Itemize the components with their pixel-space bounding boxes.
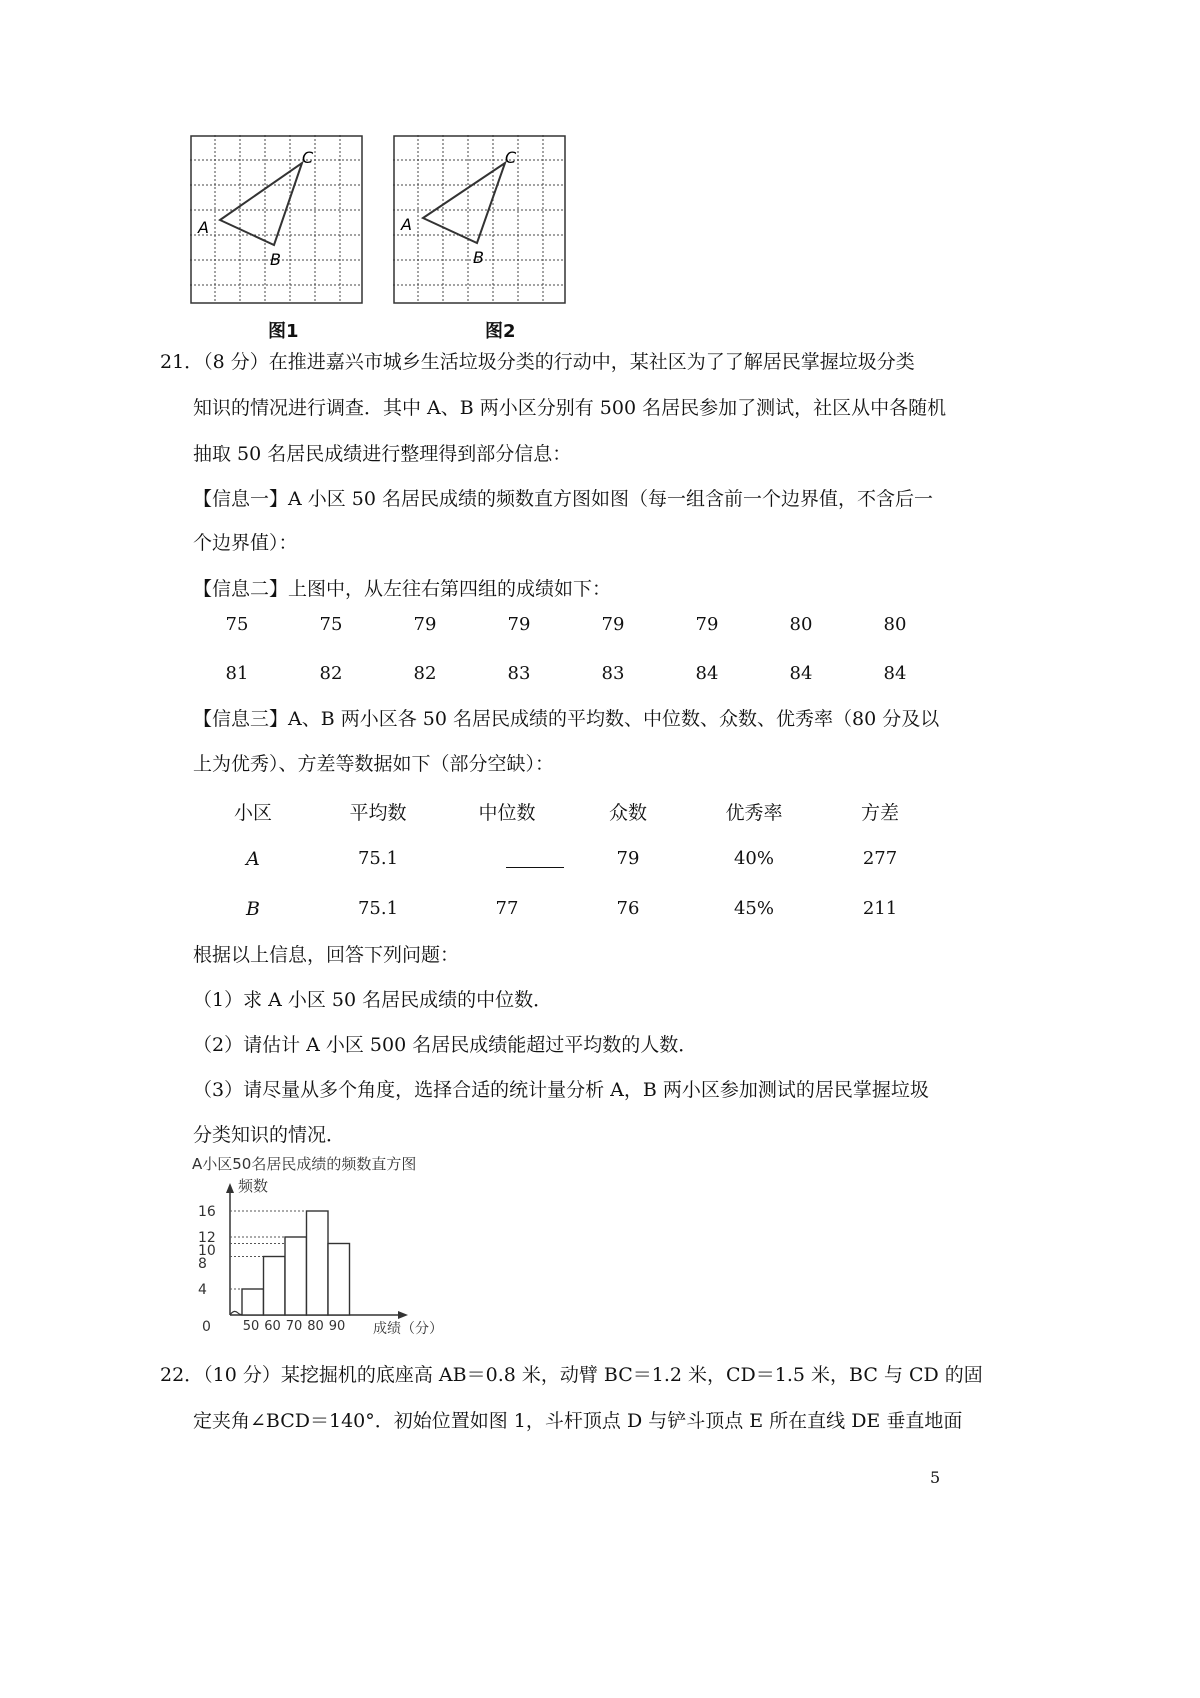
point-c-label: C: [302, 148, 314, 167]
score: 82: [413, 663, 437, 684]
grid-figure-1: [190, 135, 370, 315]
x-tick-label: 80: [307, 1319, 324, 1334]
q21-prompt: 根据以上信息，回答下列问题：: [193, 944, 460, 966]
q21-line1: 21．（8 分）在推进嘉兴市城乡生活垃圾分类的行动中，某社区为了了解居民掌握垃圾分类: [160, 351, 915, 373]
histogram-bar: [242, 1289, 264, 1315]
histogram-ylabel: 频数: [238, 1177, 269, 1195]
score: 84: [789, 663, 813, 684]
point-b-label: B: [270, 250, 281, 269]
x-axis-arrow: [398, 1311, 408, 1319]
table-header: 中位数: [478, 802, 536, 824]
histogram-bar: [264, 1257, 286, 1316]
y-tick-label: 16: [198, 1204, 216, 1220]
y-tick-label: 8: [198, 1256, 207, 1272]
histogram-bar: [307, 1211, 329, 1315]
point-a-label: A: [198, 218, 209, 237]
histogram-title: A小区50名居民成绩的频数直方图: [192, 1155, 417, 1173]
score: 75: [319, 614, 343, 635]
x-tick-label: 70: [285, 1319, 303, 1334]
score: 83: [601, 663, 625, 684]
point-c-label: C: [505, 148, 517, 167]
info1-line2: 个边界值）：: [193, 532, 298, 554]
info1-line1: 【信息一】A 小区 50 名居民成绩的频数直方图如图（每一组含前一个边界值，不含后一: [193, 488, 934, 510]
score: 84: [883, 663, 907, 684]
score: 79: [601, 614, 625, 635]
table-cell: 211: [862, 898, 898, 919]
page-number: 5: [930, 1468, 941, 1487]
q21-sub1: （1）求 A 小区 50 名居民成绩的中位数．: [193, 989, 553, 1011]
info3-line2: 上为优秀）、方差等数据如下（部分空缺）：: [193, 753, 555, 775]
table-header: 优秀率: [725, 802, 783, 824]
x-tick-label: 60: [264, 1319, 281, 1334]
score: 79: [413, 614, 437, 635]
score: 80: [789, 614, 813, 635]
table-cell: 77: [495, 898, 519, 919]
figure-2-caption: 图2: [485, 321, 516, 342]
info3-line1: 【信息三】A、B 两小区各 50 名居民成绩的平均数、中位数、众数、优秀率（80 分及以: [193, 708, 940, 730]
table-header: 平均数: [349, 802, 407, 824]
table-header: 小区: [233, 802, 272, 824]
table-cell: 75.1: [357, 898, 399, 919]
score: 81: [225, 663, 249, 684]
table-cell: 277: [862, 848, 898, 869]
q21-line3: 抽取 50 名居民成绩进行整理得到部分信息：: [193, 443, 572, 465]
q21-sub3-line1: （3）请尽量从多个角度，选择合适的统计量分析 A，B 两小区参加测试的居民掌握垃圾: [193, 1079, 929, 1101]
q21-sub2: （2）请估计 A 小区 500 名居民成绩能超过平均数的人数．: [193, 1034, 698, 1056]
y-tick-label: 12: [198, 1230, 216, 1246]
histogram-bar: [285, 1237, 307, 1315]
q22-line1: 22．（10 分）某挖掘机的底座高 AB＝0.8 米，动臂 BC＝1.2 米，CD＝1.5 米，BC 与 CD 的固: [160, 1364, 983, 1386]
q21-sub3-line2: 分类知识的情况．: [193, 1124, 346, 1146]
table-cell: 40%: [733, 848, 774, 869]
y-tick-label: 4: [198, 1282, 207, 1298]
x-tick-label: 90: [328, 1319, 346, 1334]
info2: 【信息二】上图中，从左往右第四组的成绩如下：: [193, 578, 612, 600]
histogram-xlabel: 成绩（分）: [373, 1321, 443, 1337]
q22-line2: 定夹角∠BCD＝140°．初始位置如图 1，斗杆顶点 D 与铲斗顶点 E 所在直线 DE 垂直地面: [193, 1410, 963, 1432]
q21-line2: 知识的情况进行调查．其中 A、B 两小区分别有 500 名居民参加了测试，社区从中各随机: [193, 397, 947, 419]
score: 79: [695, 614, 719, 635]
score: 83: [507, 663, 531, 684]
score: 84: [695, 663, 719, 684]
score: 79: [507, 614, 531, 635]
table-cell: 76: [616, 898, 640, 919]
table-header: 方差: [860, 802, 899, 824]
table-cell: 75.1: [357, 848, 399, 869]
table-header: 众数: [608, 802, 647, 824]
y-tick-label: 10: [198, 1243, 216, 1259]
score: 82: [319, 663, 343, 684]
table-cell: B: [246, 898, 260, 920]
score: 80: [883, 614, 907, 635]
histogram-bar: [328, 1244, 350, 1316]
grid-figure-2: [393, 135, 573, 315]
median-answer-blank[interactable]: [506, 867, 564, 868]
table-cell: A: [246, 848, 260, 870]
table-cell: 79: [616, 848, 640, 869]
y-axis-arrow: [226, 1183, 234, 1193]
figure-1-caption: 图1: [268, 321, 299, 342]
histogram-chart: [190, 1155, 480, 1345]
table-cell: 45%: [733, 898, 774, 919]
point-a-label: A: [401, 215, 412, 234]
score: 75: [225, 614, 249, 635]
x-tick-label: 50: [242, 1319, 260, 1334]
point-b-label: B: [473, 248, 484, 267]
histogram-origin: 0: [202, 1319, 211, 1335]
